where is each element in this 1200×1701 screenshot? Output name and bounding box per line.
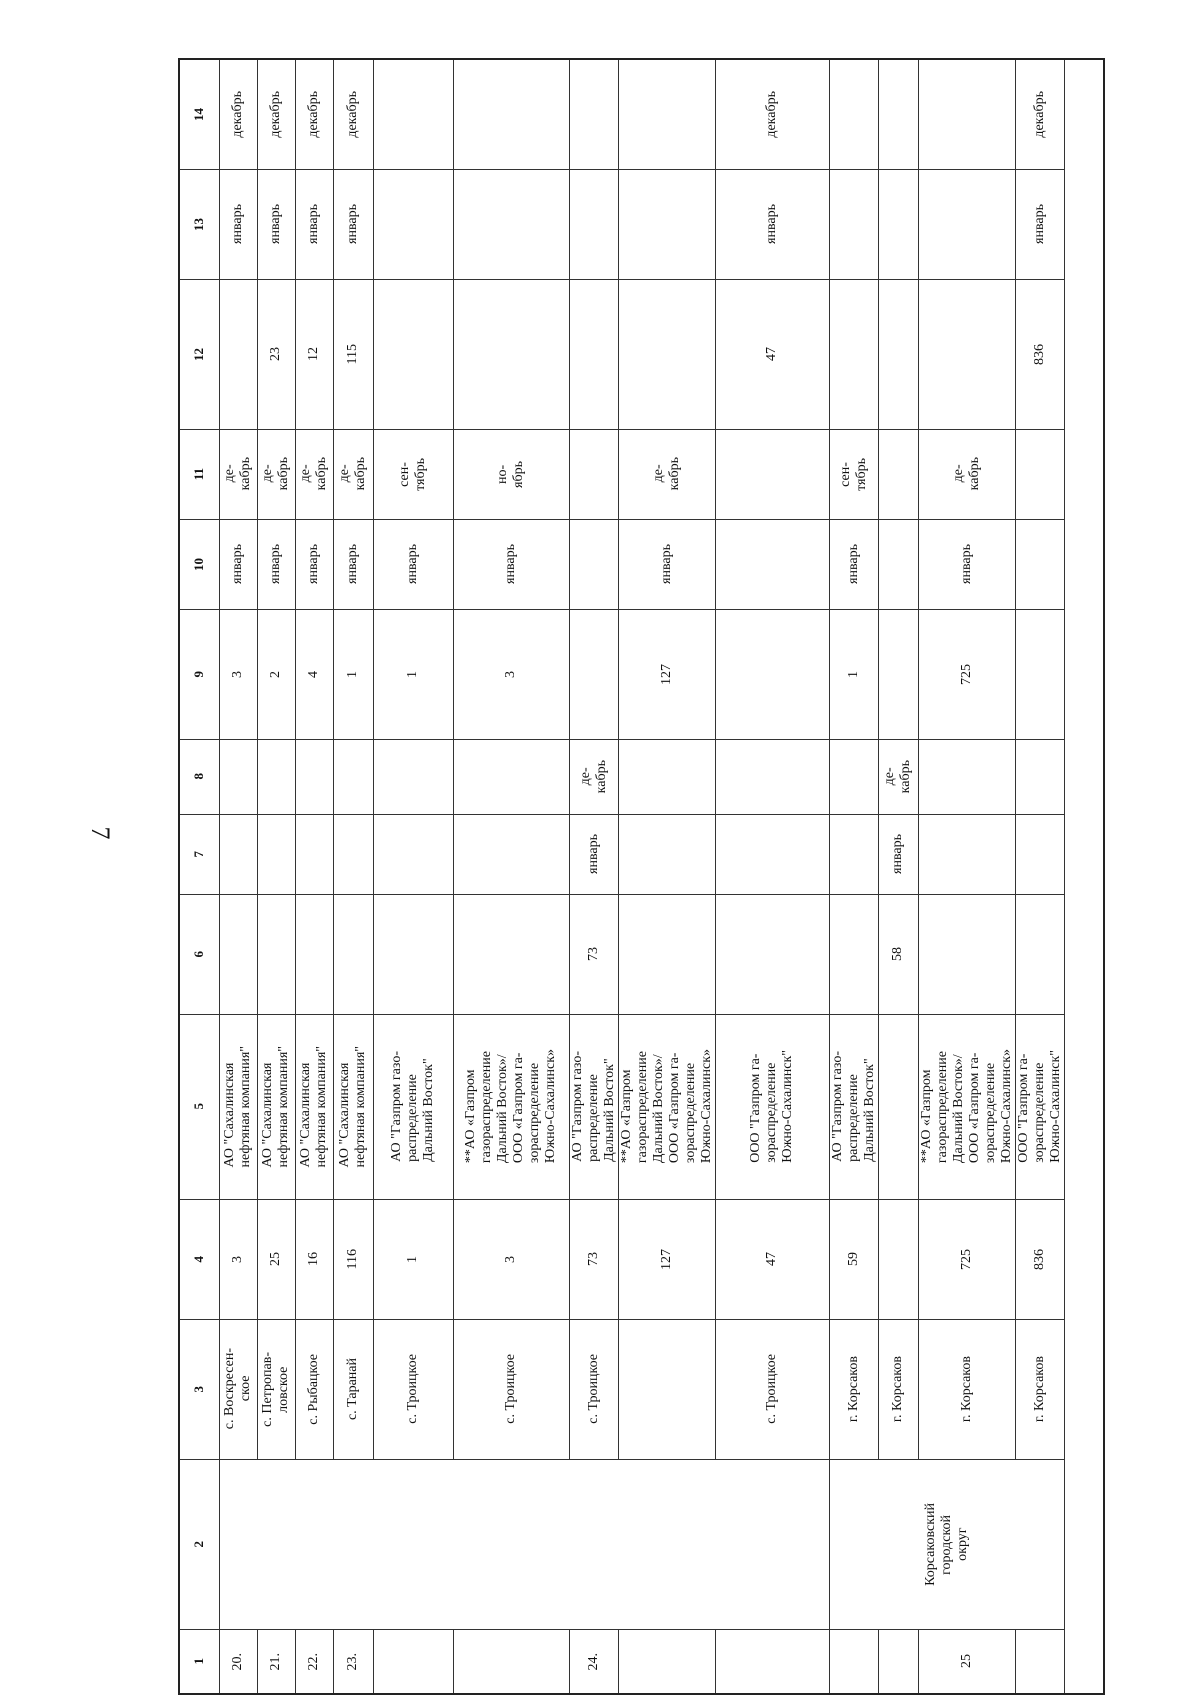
district-cell: Корсаковский городской округ xyxy=(829,1459,1064,1629)
column-header: 1 xyxy=(179,1629,219,1694)
table-row xyxy=(179,1014,1104,1199)
table-cell xyxy=(918,894,1015,1014)
table-row xyxy=(179,59,1104,169)
table-cell: 1 xyxy=(373,1199,453,1319)
table-cell xyxy=(715,894,829,1014)
table-cell: 1 xyxy=(373,609,453,739)
table-row xyxy=(179,814,1104,894)
table-cell: 836 xyxy=(1015,279,1064,429)
table-cell: январь xyxy=(333,169,373,279)
table-cell: 116 xyxy=(333,1199,373,1319)
table-cell: декабрь xyxy=(1015,59,1064,169)
column-header: 8 xyxy=(179,739,219,814)
table-cell: АО "Газпром газо- распределение Дальний Восток" xyxy=(373,1014,453,1199)
table-cell xyxy=(373,1629,453,1694)
table-cell xyxy=(918,59,1015,169)
table-cell xyxy=(373,894,453,1014)
table-cell xyxy=(829,279,878,429)
table-cell xyxy=(219,814,257,894)
table-cell xyxy=(373,59,453,169)
table-cell xyxy=(257,814,295,894)
table-cell: 2 xyxy=(257,609,295,739)
table-cell xyxy=(878,519,918,609)
table-row xyxy=(179,1629,1104,1694)
table-cell: 115 xyxy=(333,279,373,429)
table-cell: декабрь xyxy=(257,59,295,169)
table-cell: январь xyxy=(1015,169,1064,279)
table-cell xyxy=(569,59,618,169)
table-cell xyxy=(618,59,715,169)
table-cell xyxy=(618,739,715,814)
table-cell: январь xyxy=(219,169,257,279)
table-cell: 24. xyxy=(569,1629,618,1694)
table-cell: январь xyxy=(373,519,453,609)
column-header: 4 xyxy=(179,1199,219,1319)
table-cell: 23 xyxy=(257,279,295,429)
table-cell xyxy=(373,739,453,814)
table-cell xyxy=(569,429,618,519)
column-header: 11 xyxy=(179,429,219,519)
table-cell: г. Корсаков xyxy=(829,1319,878,1459)
table-cell xyxy=(295,739,333,814)
table-cell xyxy=(569,519,618,609)
table-cell xyxy=(878,59,918,169)
column-header: 13 xyxy=(179,169,219,279)
table-cell xyxy=(333,814,373,894)
table-cell xyxy=(618,279,715,429)
table-row xyxy=(179,429,1104,519)
table-cell: с. Петропав- ловское xyxy=(257,1319,295,1459)
table-cell xyxy=(918,169,1015,279)
table-cell xyxy=(715,609,829,739)
table-cell: сен- тябрь xyxy=(373,429,453,519)
table-cell xyxy=(373,814,453,894)
table-cell xyxy=(569,169,618,279)
table-cell: январь xyxy=(918,519,1015,609)
table-cell xyxy=(1015,609,1064,739)
table-cell: де- кабрь xyxy=(918,429,1015,519)
table-cell xyxy=(333,894,373,1014)
table-cell xyxy=(333,739,373,814)
table-cell: сен- тябрь xyxy=(829,429,878,519)
table-cell: 3 xyxy=(453,609,569,739)
table-cell: 59 xyxy=(829,1199,878,1319)
table-cell xyxy=(453,739,569,814)
column-header: 7 xyxy=(179,814,219,894)
table-row xyxy=(179,169,1104,279)
table-cell: 1 xyxy=(829,609,878,739)
table-cell: декабрь xyxy=(333,59,373,169)
table-cell xyxy=(618,894,715,1014)
table-cell xyxy=(878,169,918,279)
column-header: 6 xyxy=(179,894,219,1014)
table-cell xyxy=(219,1459,829,1629)
table-cell: 1 xyxy=(333,609,373,739)
table-cell: с. Таранай xyxy=(333,1319,373,1459)
page-number: 7 xyxy=(86,826,115,840)
table-cell: АО "Сахалинская нефтяная компания" xyxy=(295,1014,333,1199)
table-cell: АО "Сахалинская нефтяная компания" xyxy=(257,1014,295,1199)
table-cell: 73 xyxy=(569,894,618,1014)
table-cell xyxy=(618,1629,715,1694)
table-cell: ООО "Газпром га- зораспределение Южно-Сахалинск" xyxy=(715,1014,829,1199)
table-cell: январь xyxy=(219,519,257,609)
table-cell xyxy=(453,279,569,429)
table-cell xyxy=(373,279,453,429)
table-cell xyxy=(295,814,333,894)
table-cell: январь xyxy=(878,814,918,894)
table-cell xyxy=(878,1199,918,1319)
table-cell xyxy=(453,814,569,894)
table-cell: г. Корсаков xyxy=(878,1319,918,1459)
table-cell: де- кабрь xyxy=(219,429,257,519)
table-cell: декабрь xyxy=(295,59,333,169)
table-cell xyxy=(257,739,295,814)
table-cell: январь xyxy=(257,519,295,609)
table-cell: 16 xyxy=(295,1199,333,1319)
table-cell xyxy=(829,59,878,169)
table-cell: 25 xyxy=(918,1629,1015,1694)
table-cell xyxy=(878,1629,918,1694)
table-cell: АО "Газпром газо- распределение Дальний Восток" xyxy=(569,1014,618,1199)
table-cell: январь xyxy=(829,519,878,609)
table-cell xyxy=(453,169,569,279)
table-cell: де- кабрь xyxy=(295,429,333,519)
table-row xyxy=(179,894,1104,1014)
table-cell xyxy=(219,739,257,814)
table-cell: январь xyxy=(618,519,715,609)
table-cell: 725 xyxy=(918,609,1015,739)
table-cell xyxy=(715,1629,829,1694)
table-cell: 23. xyxy=(333,1629,373,1694)
table-cell xyxy=(618,1319,715,1459)
table-cell xyxy=(1015,894,1064,1014)
column-header: 9 xyxy=(179,609,219,739)
table-cell: с. Троицкое xyxy=(373,1319,453,1459)
table-cell xyxy=(453,894,569,1014)
table-cell xyxy=(829,739,878,814)
table-cell xyxy=(295,894,333,1014)
table-cell xyxy=(878,1014,918,1199)
table-cell: 3 xyxy=(453,1199,569,1319)
table-cell xyxy=(1015,1629,1064,1694)
table-row xyxy=(179,519,1104,609)
table-cell: с. Воскресен- ское xyxy=(219,1319,257,1459)
table-cell: 47 xyxy=(715,279,829,429)
table-cell: 21. xyxy=(257,1629,295,1694)
table-cell: АО "Сахалинская нефтяная компания" xyxy=(219,1014,257,1199)
table-row xyxy=(179,609,1104,739)
table-cell: 20. xyxy=(219,1629,257,1694)
table-cell: де- кабрь xyxy=(257,429,295,519)
table-row xyxy=(179,1199,1104,1319)
table-row xyxy=(179,279,1104,429)
table-cell: январь xyxy=(715,169,829,279)
table-cell: с. Троицкое xyxy=(569,1319,618,1459)
table-cell: 58 xyxy=(878,894,918,1014)
table-cell: 22. xyxy=(295,1629,333,1694)
table-cell xyxy=(715,519,829,609)
table-cell: с. Троицкое xyxy=(453,1319,569,1459)
table-cell: январь xyxy=(257,169,295,279)
table-cell: январь xyxy=(295,519,333,609)
table-cell xyxy=(829,1629,878,1694)
table-cell: г. Корсаков xyxy=(1015,1319,1064,1459)
table-cell: декабрь xyxy=(715,59,829,169)
table-cell: 3 xyxy=(219,609,257,739)
column-header: 14 xyxy=(179,59,219,169)
table-cell xyxy=(569,279,618,429)
table-cell xyxy=(715,739,829,814)
table-cell: 127 xyxy=(618,609,715,739)
table-cell: ООО "Газпром га- зораспределение Южно-Сахалинск" xyxy=(1015,1014,1064,1199)
column-header: 3 xyxy=(179,1319,219,1459)
table-cell: де- кабрь xyxy=(333,429,373,519)
table-cell xyxy=(453,1629,569,1694)
table-cell: с. Рыбацкое xyxy=(295,1319,333,1459)
table-cell xyxy=(829,169,878,279)
table-cell xyxy=(373,169,453,279)
table-cell: 3 xyxy=(219,1199,257,1319)
table-cell: 127 xyxy=(618,1199,715,1319)
schedule-table xyxy=(178,58,1105,1695)
table-cell xyxy=(618,814,715,894)
table-cell xyxy=(1015,814,1064,894)
table-cell xyxy=(618,169,715,279)
table-cell xyxy=(569,609,618,739)
table-cell xyxy=(715,429,829,519)
column-header: 2 xyxy=(179,1459,219,1629)
table-cell xyxy=(829,894,878,1014)
table-cell xyxy=(715,814,829,894)
table-cell: декабрь xyxy=(219,59,257,169)
table-cell: 25 xyxy=(257,1199,295,1319)
column-header: 12 xyxy=(179,279,219,429)
table-cell: **АО «Газпром газораспределение Дальний Восток»/ ООО «Газпром га- зораспределение Южно-Сахалинск» xyxy=(618,1014,715,1199)
table-cell xyxy=(453,59,569,169)
table-cell: г. Корсаков xyxy=(918,1319,1015,1459)
table-cell xyxy=(829,814,878,894)
table-cell: 4 xyxy=(295,609,333,739)
table-cell: январь xyxy=(333,519,373,609)
table-cell: де- кабрь xyxy=(878,739,918,814)
table-cell: де- кабрь xyxy=(569,739,618,814)
table-cell xyxy=(878,609,918,739)
table-cell: де- кабрь xyxy=(618,429,715,519)
column-header: 10 xyxy=(179,519,219,609)
table-cell: 836 xyxy=(1015,1199,1064,1319)
table-cell: январь xyxy=(295,169,333,279)
table-cell xyxy=(878,429,918,519)
table-cell: АО "Сахалинская нефтяная компания" xyxy=(333,1014,373,1199)
table-cell: 73 xyxy=(569,1199,618,1319)
table-cell xyxy=(878,279,918,429)
table-cell: 725 xyxy=(918,1199,1015,1319)
table-cell: январь xyxy=(453,519,569,609)
table-cell: 12 xyxy=(295,279,333,429)
table-cell xyxy=(257,894,295,1014)
table-row xyxy=(179,739,1104,814)
table-cell: 47 xyxy=(715,1199,829,1319)
table-cell: с. Троицкое xyxy=(715,1319,829,1459)
table-cell: но- ябрь xyxy=(453,429,569,519)
table-cell xyxy=(918,814,1015,894)
table-row xyxy=(179,1319,1104,1459)
table-cell xyxy=(1015,739,1064,814)
table-cell: **АО «Газпром газораспределение Дальний Восток»/ ООО «Газпром га- зораспределение Южно-Сахалинск» xyxy=(453,1014,569,1199)
table-cell xyxy=(1015,519,1064,609)
table-cell: январь xyxy=(569,814,618,894)
table-cell xyxy=(219,279,257,429)
table-row xyxy=(179,1459,1104,1629)
table-cell: АО "Газпром газо- распределение Дальний Восток" xyxy=(829,1014,878,1199)
table-cell: **АО «Газпром газораспределение Дальний Восток»/ ООО «Газпром га- зораспределение Южно-Сахалинск» xyxy=(918,1014,1015,1199)
table-cell xyxy=(918,279,1015,429)
table-cell xyxy=(219,894,257,1014)
column-header: 5 xyxy=(179,1014,219,1199)
table-cell xyxy=(1015,429,1064,519)
table-cell xyxy=(918,739,1015,814)
